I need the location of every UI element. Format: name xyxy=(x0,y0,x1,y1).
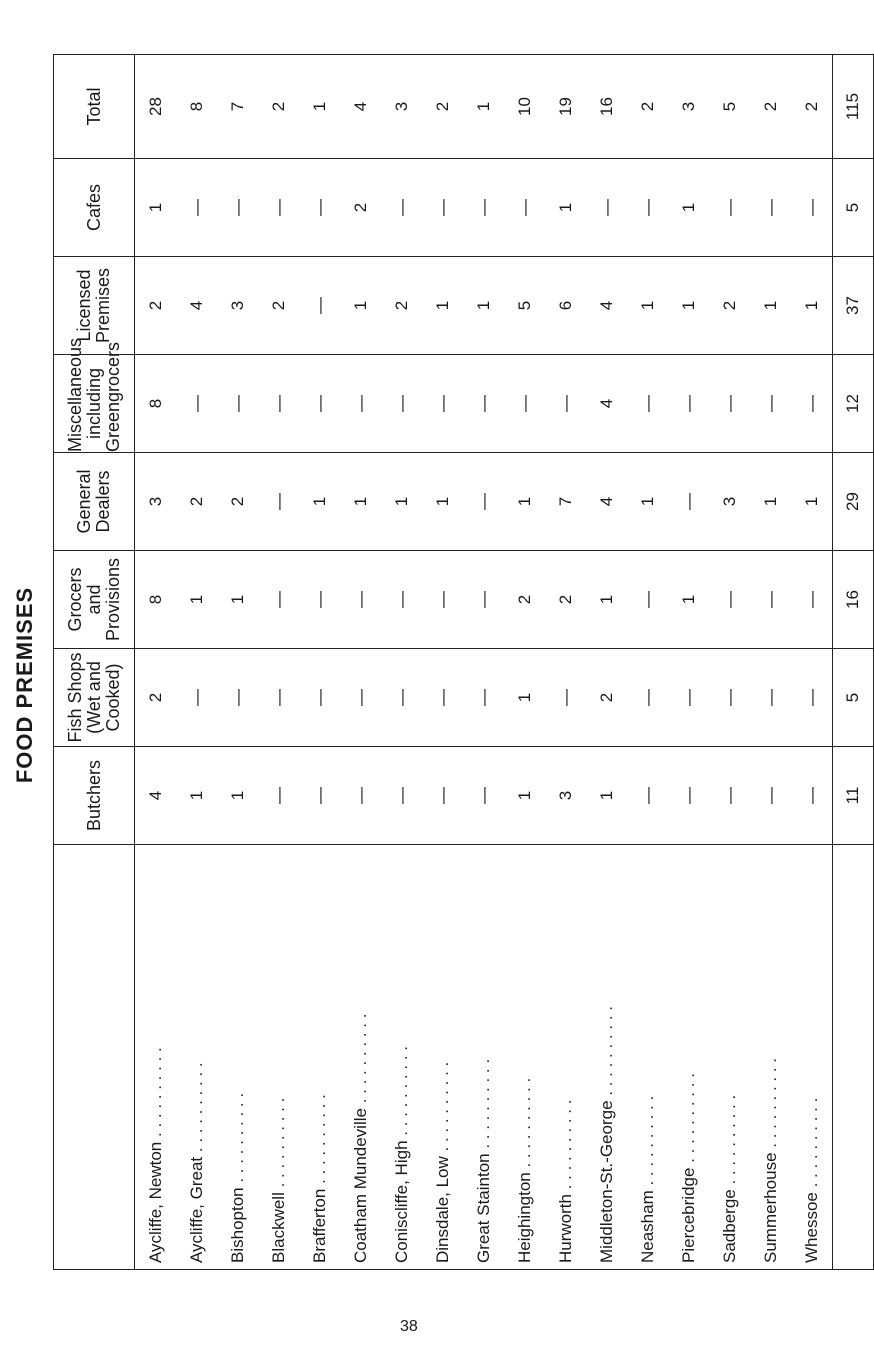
value-cell: 2 xyxy=(545,551,586,649)
value-cell: 4 xyxy=(586,257,627,355)
table-body xyxy=(135,55,833,1270)
value-cell: — xyxy=(422,159,463,257)
place-cell xyxy=(627,845,668,1270)
value-cell: — xyxy=(176,355,217,453)
leader-dots: . . . . . . . . . . xyxy=(145,1047,165,1142)
leader-dots: . . . . . . . . . . xyxy=(514,1077,534,1173)
place-name: Bishopton xyxy=(227,1187,247,1263)
header-row xyxy=(54,55,135,1270)
value-cell: — xyxy=(258,355,299,453)
value-cell: 1 xyxy=(217,747,258,845)
table-row xyxy=(422,55,463,1270)
value-cell: 4 xyxy=(586,355,627,453)
value-cell: 1 xyxy=(135,159,177,257)
value-cell: 1 xyxy=(504,453,545,551)
header-6: Licensed Premises xyxy=(54,257,135,355)
place-cell xyxy=(258,845,299,1270)
place-cell xyxy=(340,845,381,1270)
table-footer xyxy=(833,55,874,1270)
leader-dots: . . . . . . . . . . xyxy=(391,1046,411,1141)
place-name: Aycliffe, Newton xyxy=(145,1141,165,1263)
value-cell: — xyxy=(463,551,504,649)
value-cell: 1 xyxy=(545,159,586,257)
value-cell: 2 xyxy=(750,55,791,159)
value-cell: — xyxy=(422,649,463,747)
value-cell: — xyxy=(422,551,463,649)
value-cell: — xyxy=(668,649,709,747)
value-cell: — xyxy=(381,747,422,845)
table-header xyxy=(54,55,135,1270)
value-cell: — xyxy=(258,159,299,257)
place-cell xyxy=(135,845,177,1270)
value-cell: 1 xyxy=(627,257,668,355)
value-cell: 3 xyxy=(545,747,586,845)
value-cell: 1 xyxy=(340,257,381,355)
place-cell xyxy=(750,845,791,1270)
value-cell: — xyxy=(217,355,258,453)
totals-blank-cell xyxy=(833,845,874,1270)
place-cell xyxy=(504,845,545,1270)
value-cell: — xyxy=(299,551,340,649)
value-cell: 2 xyxy=(791,55,833,159)
place-name: Neasham xyxy=(637,1190,657,1263)
value-cell: 1 xyxy=(340,453,381,551)
place-name: Dinsdale, Low xyxy=(432,1156,452,1263)
value-cell: — xyxy=(791,747,833,845)
value-cell: — xyxy=(258,453,299,551)
leader-dots: . . . . . . . . . . xyxy=(227,1092,247,1188)
value-cell: 5 xyxy=(709,55,750,159)
value-cell: — xyxy=(340,551,381,649)
value-cell: 3 xyxy=(381,55,422,159)
value-cell: 7 xyxy=(217,55,258,159)
value-cell: 6 xyxy=(545,257,586,355)
value-cell: 16 xyxy=(586,55,627,159)
value-cell: 2 xyxy=(422,55,463,159)
place-cell xyxy=(668,845,709,1270)
value-cell: — xyxy=(217,159,258,257)
leader-dots: . . . . . . . . . . xyxy=(350,1013,370,1109)
value-cell: 4 xyxy=(176,257,217,355)
value-cell: — xyxy=(381,355,422,453)
table-row xyxy=(176,55,217,1270)
place-name: Hurworth xyxy=(555,1194,575,1263)
place-cell xyxy=(422,845,463,1270)
value-cell: 2 xyxy=(217,453,258,551)
value-cell: 2 xyxy=(176,453,217,551)
value-cell: — xyxy=(422,355,463,453)
value-cell: 28 xyxy=(135,55,177,159)
value-cell: 19 xyxy=(545,55,586,159)
value-cell: — xyxy=(258,551,299,649)
table-row xyxy=(627,55,668,1270)
place-name: Sadberge xyxy=(719,1189,739,1263)
value-cell: 5 xyxy=(504,257,545,355)
value-cell: 1 xyxy=(422,453,463,551)
table-row xyxy=(545,55,586,1270)
value-cell: 1 xyxy=(791,257,833,355)
table-row xyxy=(463,55,504,1270)
place-name: Middleton-St.-George xyxy=(596,1100,616,1263)
value-cell: — xyxy=(791,159,833,257)
leader-dots: . . . . . . . . . . xyxy=(760,1057,780,1153)
place-cell xyxy=(176,845,217,1270)
value-cell: — xyxy=(668,453,709,551)
value-cell: — xyxy=(668,747,709,845)
value-cell: 4 xyxy=(135,747,177,845)
value-cell: 2 xyxy=(258,257,299,355)
value-cell: — xyxy=(750,649,791,747)
place-cell xyxy=(381,845,422,1270)
value-cell: — xyxy=(750,355,791,453)
value-cell: 1 xyxy=(217,551,258,649)
value-cell: 8 xyxy=(176,55,217,159)
value-cell: — xyxy=(463,453,504,551)
value-cell: 2 xyxy=(709,257,750,355)
value-cell: — xyxy=(504,355,545,453)
value-cell: — xyxy=(545,355,586,453)
total-cell: 5 xyxy=(833,649,874,747)
leader-dots: . . . . . . . . . . xyxy=(309,1094,329,1189)
leader-dots: . . . . . . . . . . xyxy=(596,1006,616,1101)
leader-dots: . . . . . . . . . . xyxy=(186,1062,206,1157)
place-name: Summerhouse xyxy=(760,1152,780,1263)
place-name: Coniscliffe, High xyxy=(391,1140,411,1263)
place-cell xyxy=(709,845,750,1270)
place-name: Great Stainton xyxy=(473,1153,493,1263)
value-cell: 7 xyxy=(545,453,586,551)
leader-dots: . . . . . . . . . . xyxy=(473,1058,493,1154)
value-cell: — xyxy=(463,747,504,845)
value-cell: — xyxy=(176,159,217,257)
header-1: Butchers xyxy=(54,747,135,845)
value-cell: 1 xyxy=(504,649,545,747)
table-row xyxy=(750,55,791,1270)
value-cell: 1 xyxy=(504,747,545,845)
value-cell: — xyxy=(299,257,340,355)
value-cell: 1 xyxy=(586,551,627,649)
value-cell: — xyxy=(504,159,545,257)
leader-dots: . . . . . . . . . . xyxy=(432,1061,452,1157)
value-cell: — xyxy=(709,551,750,649)
value-cell: — xyxy=(627,747,668,845)
value-cell: 1 xyxy=(791,453,833,551)
value-cell: — xyxy=(627,159,668,257)
total-cell: 115 xyxy=(833,55,874,159)
table-row xyxy=(135,55,177,1270)
totals-row xyxy=(833,55,874,1270)
value-cell: 1 xyxy=(299,453,340,551)
value-cell: — xyxy=(545,649,586,747)
value-cell: — xyxy=(258,747,299,845)
value-cell: 2 xyxy=(627,55,668,159)
place-cell xyxy=(586,845,627,1270)
value-cell: — xyxy=(299,159,340,257)
header-8: Total xyxy=(54,55,135,159)
value-cell: 1 xyxy=(750,257,791,355)
value-cell: — xyxy=(791,355,833,453)
value-cell: 1 xyxy=(750,453,791,551)
value-cell: 1 xyxy=(176,551,217,649)
value-cell: 2 xyxy=(135,257,177,355)
leader-dots: . . . . . . . . . . xyxy=(268,1097,288,1193)
value-cell: 1 xyxy=(422,257,463,355)
value-cell: 1 xyxy=(299,55,340,159)
value-cell: — xyxy=(340,355,381,453)
value-cell: — xyxy=(709,355,750,453)
value-cell: 4 xyxy=(340,55,381,159)
value-cell: 3 xyxy=(709,453,750,551)
place-name: Aycliffe, Great xyxy=(186,1156,206,1263)
value-cell: 3 xyxy=(217,257,258,355)
place-cell xyxy=(545,845,586,1270)
page-title: FOOD PREMISES xyxy=(12,586,37,784)
value-cell: — xyxy=(750,747,791,845)
value-cell: 1 xyxy=(381,453,422,551)
value-cell: 1 xyxy=(668,551,709,649)
value-cell: — xyxy=(750,159,791,257)
value-cell: — xyxy=(668,355,709,453)
place-name: Brafferton xyxy=(309,1188,329,1263)
header-2: Fish Shops (Wet and Cooked) xyxy=(54,649,135,747)
total-cell: 5 xyxy=(833,159,874,257)
value-cell: 8 xyxy=(135,355,177,453)
value-cell: — xyxy=(627,649,668,747)
value-cell: — xyxy=(176,649,217,747)
value-cell: — xyxy=(709,159,750,257)
table-row xyxy=(381,55,422,1270)
total-cell: 29 xyxy=(833,453,874,551)
value-cell: 2 xyxy=(586,649,627,747)
table-row xyxy=(668,55,709,1270)
value-cell: 10 xyxy=(504,55,545,159)
table-row xyxy=(258,55,299,1270)
value-cell: 1 xyxy=(463,55,504,159)
value-cell: 1 xyxy=(668,257,709,355)
value-cell: 1 xyxy=(586,747,627,845)
leader-dots: . . . . . . . . . . xyxy=(719,1094,739,1190)
place-cell xyxy=(217,845,258,1270)
value-cell: 2 xyxy=(504,551,545,649)
value-cell: — xyxy=(463,355,504,453)
table-page xyxy=(53,55,862,1270)
value-cell: — xyxy=(586,159,627,257)
value-cell: 4 xyxy=(586,453,627,551)
place-name: Coatham Mundeville xyxy=(350,1108,370,1263)
value-cell: — xyxy=(627,551,668,649)
value-cell: 2 xyxy=(381,257,422,355)
value-cell: — xyxy=(381,649,422,747)
table-row xyxy=(586,55,627,1270)
value-cell: 1 xyxy=(627,453,668,551)
leader-dots: . . . . . . . . . . xyxy=(678,1073,698,1168)
value-cell: — xyxy=(422,747,463,845)
total-cell: 11 xyxy=(833,747,874,845)
food-premises-table xyxy=(53,54,874,1270)
total-cell: 16 xyxy=(833,551,874,649)
value-cell: — xyxy=(340,747,381,845)
table-row xyxy=(504,55,545,1270)
value-cell: 2 xyxy=(340,159,381,257)
header-7: Cafes xyxy=(54,159,135,257)
place-name: Whessoe xyxy=(801,1192,821,1263)
value-cell: — xyxy=(709,649,750,747)
value-cell: — xyxy=(299,649,340,747)
value-cell: — xyxy=(299,747,340,845)
place-name: Heighington xyxy=(514,1172,534,1263)
table-row xyxy=(791,55,833,1270)
value-cell: — xyxy=(340,649,381,747)
value-cell: — xyxy=(381,159,422,257)
value-cell: — xyxy=(627,355,668,453)
leader-dots: . . . . . . . . . . xyxy=(637,1095,657,1191)
value-cell: — xyxy=(791,551,833,649)
leader-dots: . . . . . . . . . . xyxy=(555,1099,575,1195)
leader-dots: . . . . . . . . . . xyxy=(801,1097,821,1193)
value-cell: — xyxy=(463,159,504,257)
total-cell: 37 xyxy=(833,257,874,355)
place-cell xyxy=(463,845,504,1270)
value-cell: — xyxy=(381,551,422,649)
value-cell: 1 xyxy=(463,257,504,355)
table-row xyxy=(340,55,381,1270)
page-title-container xyxy=(10,510,40,860)
value-cell: — xyxy=(299,355,340,453)
place-name: Piercebridge xyxy=(678,1167,698,1263)
place-name: Blackwell xyxy=(268,1192,288,1263)
value-cell: — xyxy=(791,649,833,747)
value-cell: 3 xyxy=(668,55,709,159)
value-cell: 2 xyxy=(135,649,177,747)
header-4: General Dealers xyxy=(54,453,135,551)
value-cell: — xyxy=(709,747,750,845)
table-row xyxy=(299,55,340,1270)
header-5: Miscellaneous including Greengrocers xyxy=(54,355,135,453)
value-cell: 8 xyxy=(135,551,177,649)
value-cell: 3 xyxy=(135,453,177,551)
table-row xyxy=(709,55,750,1270)
table-row xyxy=(217,55,258,1270)
value-cell: 1 xyxy=(176,747,217,845)
value-cell: — xyxy=(258,649,299,747)
value-cell: — xyxy=(750,551,791,649)
place-cell xyxy=(791,845,833,1270)
value-cell: — xyxy=(217,649,258,747)
page-number: 38 xyxy=(400,1318,418,1335)
total-cell: 12 xyxy=(833,355,874,453)
value-cell: — xyxy=(463,649,504,747)
header-3: Grocers and Provisions xyxy=(54,551,135,649)
value-cell: 1 xyxy=(668,159,709,257)
header-place xyxy=(54,845,135,1270)
value-cell: 2 xyxy=(258,55,299,159)
place-cell xyxy=(299,845,340,1270)
